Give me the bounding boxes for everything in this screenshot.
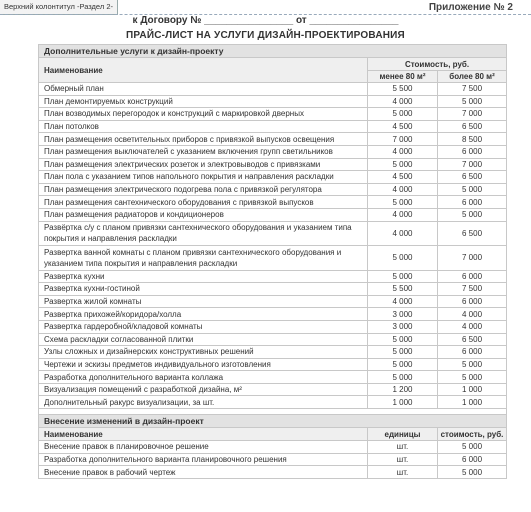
column-cost-header: Стоимость, руб. [368,58,507,71]
change-unit: шт. [368,453,438,466]
price-small-area: 4 000 [368,95,438,108]
table-row [39,346,507,359]
price-small-area: 4 000 [368,208,438,221]
table-row [39,208,507,221]
price-large-area: 1 000 [438,383,507,396]
price-large-area: 6 500 [438,333,507,346]
service-name: Обмерный план [39,83,368,96]
price-large-area: 6 000 [438,270,507,283]
price-small-area: 5 000 [368,346,438,359]
price-large-area: 6 000 [438,346,507,359]
table-row [39,383,507,396]
section2-column-cost: стоимость, руб. [438,428,507,441]
table-row [39,171,507,184]
section1-title: Дополнительные услуги к дизайн-проекту [39,45,507,58]
table-row [39,108,507,121]
price-small-area: 5 000 [368,358,438,371]
price-large-area: 5 000 [438,95,507,108]
appendix-label: Приложение № 2 [428,2,513,13]
change-cost: 5 000 [438,441,507,454]
contract-line: к Договору № ________________ от ________________ [132,15,399,26]
service-name: Развертка прихожей/коридора/холла [39,308,368,321]
service-name: План размещения осветительных приборов с привязкой выпусков освещения [39,133,368,146]
column-name-header: Наименование [39,58,368,83]
section2-title: Внесение изменений в дизайн-проект [39,415,507,428]
change-unit: шт. [368,466,438,479]
change-cost: 6 000 [438,453,507,466]
price-large-area: 5 000 [438,183,507,196]
price-large-area: 6 000 [438,295,507,308]
price-small-area: 1 000 [368,396,438,409]
table-row [39,120,507,133]
column-large-area-header: более 80 м² [438,71,507,83]
price-small-area: 7 000 [368,133,438,146]
price-small-area: 1 200 [368,383,438,396]
price-large-area: 7 000 [438,108,507,121]
service-name: План размещения выключателей с указанием включения групп светильников [39,145,368,158]
price-large-area: 6 000 [438,196,507,209]
page-title: ПРАЙС-ЛИСТ НА УСЛУГИ ДИЗАЙН-ПРОЕКТИРОВАНИЯ [126,30,405,41]
price-small-area: 4 000 [368,295,438,308]
service-name: Развертка жилой комнаты [39,295,368,308]
price-small-area: 4 000 [368,145,438,158]
table-row [39,145,507,158]
price-large-area: 5 000 [438,371,507,384]
column-small-area-header: менее 80 м² [368,71,438,83]
section2-column-units: единицы [368,428,438,441]
table-row [39,295,507,308]
change-unit: шт. [368,441,438,454]
change-name: Разработка дополнительного варианта планировочного решения [39,453,368,466]
section2-column-header-row [39,428,507,441]
change-cost: 5 000 [438,466,507,479]
service-name: Развёртка с/у с планом привязки сантехнического оборудования и указанием типа покрытия и направления раскладки [39,221,368,246]
price-large-area: 6 500 [438,221,507,246]
price-large-area: 6 000 [438,145,507,158]
service-name: План размещения радиаторов и кондиционеров [39,208,368,221]
service-name: Развертка кухни [39,270,368,283]
price-large-area: 7 500 [438,83,507,96]
service-name: Визуализация помещений с разработкой дизайна, м² [39,383,368,396]
price-small-area: 5 000 [368,246,438,271]
section2-header-row [39,415,507,428]
table-row [39,83,507,96]
table-row [39,246,507,271]
table-row [39,358,507,371]
price-small-area: 5 500 [368,83,438,96]
service-name: План размещения электрического подогрева пола с привязкой регулятора [39,183,368,196]
change-name: Внесение правок в рабочий чертеж [39,466,368,479]
price-large-area: 8 500 [438,133,507,146]
table-row [39,308,507,321]
price-small-area: 4 500 [368,171,438,184]
table-row [39,320,507,333]
service-name: Развертка гардеробной/кладовой комнаты [39,320,368,333]
service-name: Чертежи и эскизы предметов индивидуального изготовления [39,358,368,371]
service-name: План потолков [39,120,368,133]
price-small-area: 5 000 [368,196,438,209]
price-large-area: 4 000 [438,308,507,321]
price-large-area: 5 000 [438,208,507,221]
price-small-area: 5 000 [368,108,438,121]
table-row [39,183,507,196]
table-row [39,221,507,246]
price-large-area: 5 000 [438,358,507,371]
table-row [39,283,507,296]
service-name: План демонтируемых конструкций [39,95,368,108]
price-large-area: 6 500 [438,120,507,133]
service-name: Дополнительный ракурс визуализации, за шт. [39,396,368,409]
table-row [39,95,507,108]
change-name: Внесение правок в планировочное решение [39,441,368,454]
service-name: План возводимых перегородок и конструкций с маркировкой дверных [39,108,368,121]
header-section-tag[interactable]: Верхний колонтитул -Раздел 2- [0,0,118,15]
section2-column-name: Наименование [39,428,368,441]
service-name: План пола с указанием типов напольного покрытия и направления раскладки [39,171,368,184]
price-small-area: 5 000 [368,371,438,384]
price-small-area: 5 000 [368,158,438,171]
service-name: План размещения электрических розеток и электровыводов с привязками [39,158,368,171]
service-name: Развертка ванной комнаты с планом привязки сантехнического оборудования и указанием типа покрытия и направления раскладки [39,246,368,271]
table-row [39,453,507,466]
table-row [39,333,507,346]
price-small-area: 5 000 [368,270,438,283]
service-name: План размещения сантехнического оборудования с привязкой выпусков [39,196,368,209]
price-large-area: 7 500 [438,283,507,296]
price-small-area: 4 000 [368,183,438,196]
price-small-area: 5 000 [368,333,438,346]
table-row [39,371,507,384]
table-row [39,466,507,479]
service-name: Узлы сложных и дизайнерских конструктивных решений [39,346,368,359]
price-large-area: 6 500 [438,171,507,184]
service-name: Развертка кухни-гостиной [39,283,368,296]
section1-column-header-row [39,58,507,71]
price-small-area: 5 500 [368,283,438,296]
price-small-area: 3 000 [368,308,438,321]
price-large-area: 1 000 [438,396,507,409]
table-row [39,158,507,171]
table-row [39,441,507,454]
table-row [39,133,507,146]
table-row [39,196,507,209]
section1-header-row [39,45,507,58]
price-table [38,44,507,479]
price-large-area: 4 000 [438,320,507,333]
price-large-area: 7 000 [438,158,507,171]
price-small-area: 3 000 [368,320,438,333]
price-large-area: 7 000 [438,246,507,271]
price-small-area: 4 000 [368,221,438,246]
table-row [39,270,507,283]
table-row [39,396,507,409]
service-name: Разработка дополнительного варианта коллажа [39,371,368,384]
service-name: Схема раскладки согласованной плитки [39,333,368,346]
price-small-area: 4 500 [368,120,438,133]
